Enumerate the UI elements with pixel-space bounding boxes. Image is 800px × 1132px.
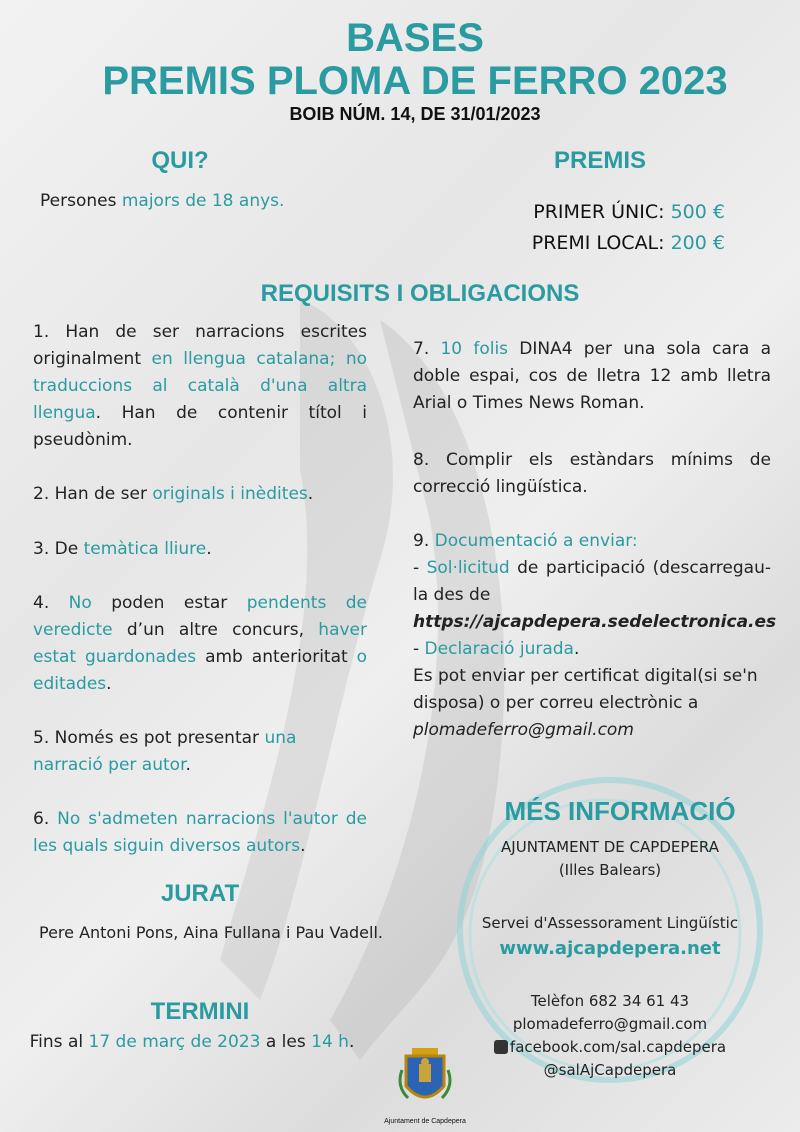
sedelectronica-link[interactable]: https://ajcapdepera.sedelectronica.es (413, 612, 777, 632)
text: 6. (33, 809, 58, 829)
termini-heading: TERMINI (150, 998, 250, 1025)
text: . (307, 484, 314, 504)
highlight: No s'admeten narracions l'autor de les quals siguin diversos autors (33, 809, 367, 856)
qui-heading: QUI? (151, 147, 209, 174)
text: . (573, 639, 580, 659)
text: d’un altre concurs, (112, 620, 319, 640)
text: 8. Complir els estàndars mínims de correcció lingüística. (413, 450, 771, 497)
title-line-1: BASES (346, 16, 484, 60)
premis-heading: PREMIS (553, 147, 646, 174)
premi-amount: 200 € (670, 232, 725, 254)
text: de participació (descarregau-la des de (413, 558, 771, 605)
highlight: haver estat guardonades (33, 620, 367, 667)
text: . (106, 674, 112, 694)
requisit-8 (413, 447, 771, 501)
jurat-heading: JURAT (160, 880, 240, 907)
jurat-text: Pere Antoni Pons, Aina Fullana i Pau Vadell. (38, 923, 383, 942)
info-org (440, 836, 780, 882)
highlight: pendents de veredicte (33, 593, 367, 640)
info-facebook-row[interactable] (440, 1036, 780, 1059)
requisit-4 (33, 590, 367, 698)
text: . (300, 836, 306, 856)
website-link[interactable]: www.ajcapdepera.net (499, 938, 721, 959)
highlight: o editades (33, 647, 367, 694)
requisit-9 (413, 528, 777, 744)
text: . Han de contenir títol i pseudònim. (33, 403, 367, 450)
qui-text (40, 188, 360, 215)
requisit-2 (33, 481, 367, 508)
highlight: 17 de març de 2023 (88, 1032, 261, 1052)
premi-amount: 500 € (670, 201, 725, 223)
premi-label: PRIMER ÚNIC: (533, 201, 671, 223)
info-heading: MÉS INFORMACIÓ (504, 796, 736, 826)
info-email[interactable]: plomadeferro@gmail.com (512, 1015, 708, 1033)
highlight: Declaració jurada (424, 639, 574, 659)
info-phone: Telèfon 682 34 61 43 (530, 992, 690, 1010)
text: - (413, 639, 425, 659)
info-handle[interactable]: @salAjCapdepera (543, 1061, 677, 1079)
requisit-6 (33, 806, 367, 860)
text: . (185, 755, 191, 775)
info-contact (440, 990, 780, 1082)
text: 1. Han de ser narracions escrites originalment (33, 322, 367, 369)
text: poden estar (91, 593, 247, 613)
facebook-icon (494, 1040, 508, 1054)
highlight: en llengua catalana; no traduccions al català d'una altra llengua (33, 349, 367, 423)
highlight: temàtica lliure (83, 539, 207, 559)
text: 7. (413, 339, 441, 359)
info-service: Servei d'Assessorament Lingüístic (481, 914, 739, 932)
qui-text-highlight: majors de 18 anys. (121, 191, 285, 211)
info-org-region: (Illes Balears) (558, 861, 662, 879)
termini-text (12, 1029, 372, 1055)
highlight: 10 folis (440, 339, 509, 359)
text: - (413, 558, 427, 578)
premis-list (440, 197, 725, 259)
highlight: Documentació a enviar: (434, 531, 638, 551)
highlight: originals i inèdites (152, 484, 308, 504)
text: amb anterioritat (196, 647, 357, 667)
text: Fins al (29, 1032, 89, 1052)
text: DINA4 per una sola cara a doble espai, cos de lletra 12 amb lletra Arial o Times News Roman. (413, 339, 771, 413)
premi-local (440, 228, 725, 259)
text: 4. (33, 593, 69, 613)
premi-label: PREMI LOCAL: (531, 232, 671, 254)
qui-text-a: Persones (40, 191, 122, 211)
text: . (206, 539, 212, 559)
boib-reference: BOIB NÚM. 14, DE 31/01/2023 (289, 104, 541, 124)
requisit-7 (413, 336, 771, 417)
info-org-name: AJUNTAMENT DE CAPDEPERA (501, 838, 719, 856)
requisits-heading: REQUISITS I OBLIGACIONS (260, 280, 580, 307)
text: 9. (413, 531, 435, 551)
email-link[interactable]: plomadeferro@gmail.com (413, 720, 634, 740)
highlight: 14 h (311, 1032, 349, 1052)
title-line-2: PREMIS PLOMA DE FERRO 2023 (102, 59, 728, 103)
text: 3. De (33, 539, 84, 559)
highlight: No (68, 593, 92, 613)
text: 5. Només es pot presentar (33, 728, 265, 748)
text: Es pot enviar per certificat digital(si se'n disposa) o per correu electrònic a (413, 666, 758, 713)
highlight: una narració per autor (33, 728, 297, 775)
highlight: Sol·licitud (426, 558, 510, 578)
logo-caption: Ajuntament de Capdepera (384, 1118, 466, 1125)
text: . (348, 1032, 355, 1052)
requisit-5 (33, 725, 367, 779)
requisit-3 (33, 536, 367, 563)
info-facebook: facebook.com/sal.capdepera (509, 1038, 727, 1056)
premi-primer (440, 197, 725, 228)
text: a les (260, 1032, 312, 1052)
text: 2. Han de ser (33, 484, 153, 504)
requisit-1 (33, 319, 367, 454)
